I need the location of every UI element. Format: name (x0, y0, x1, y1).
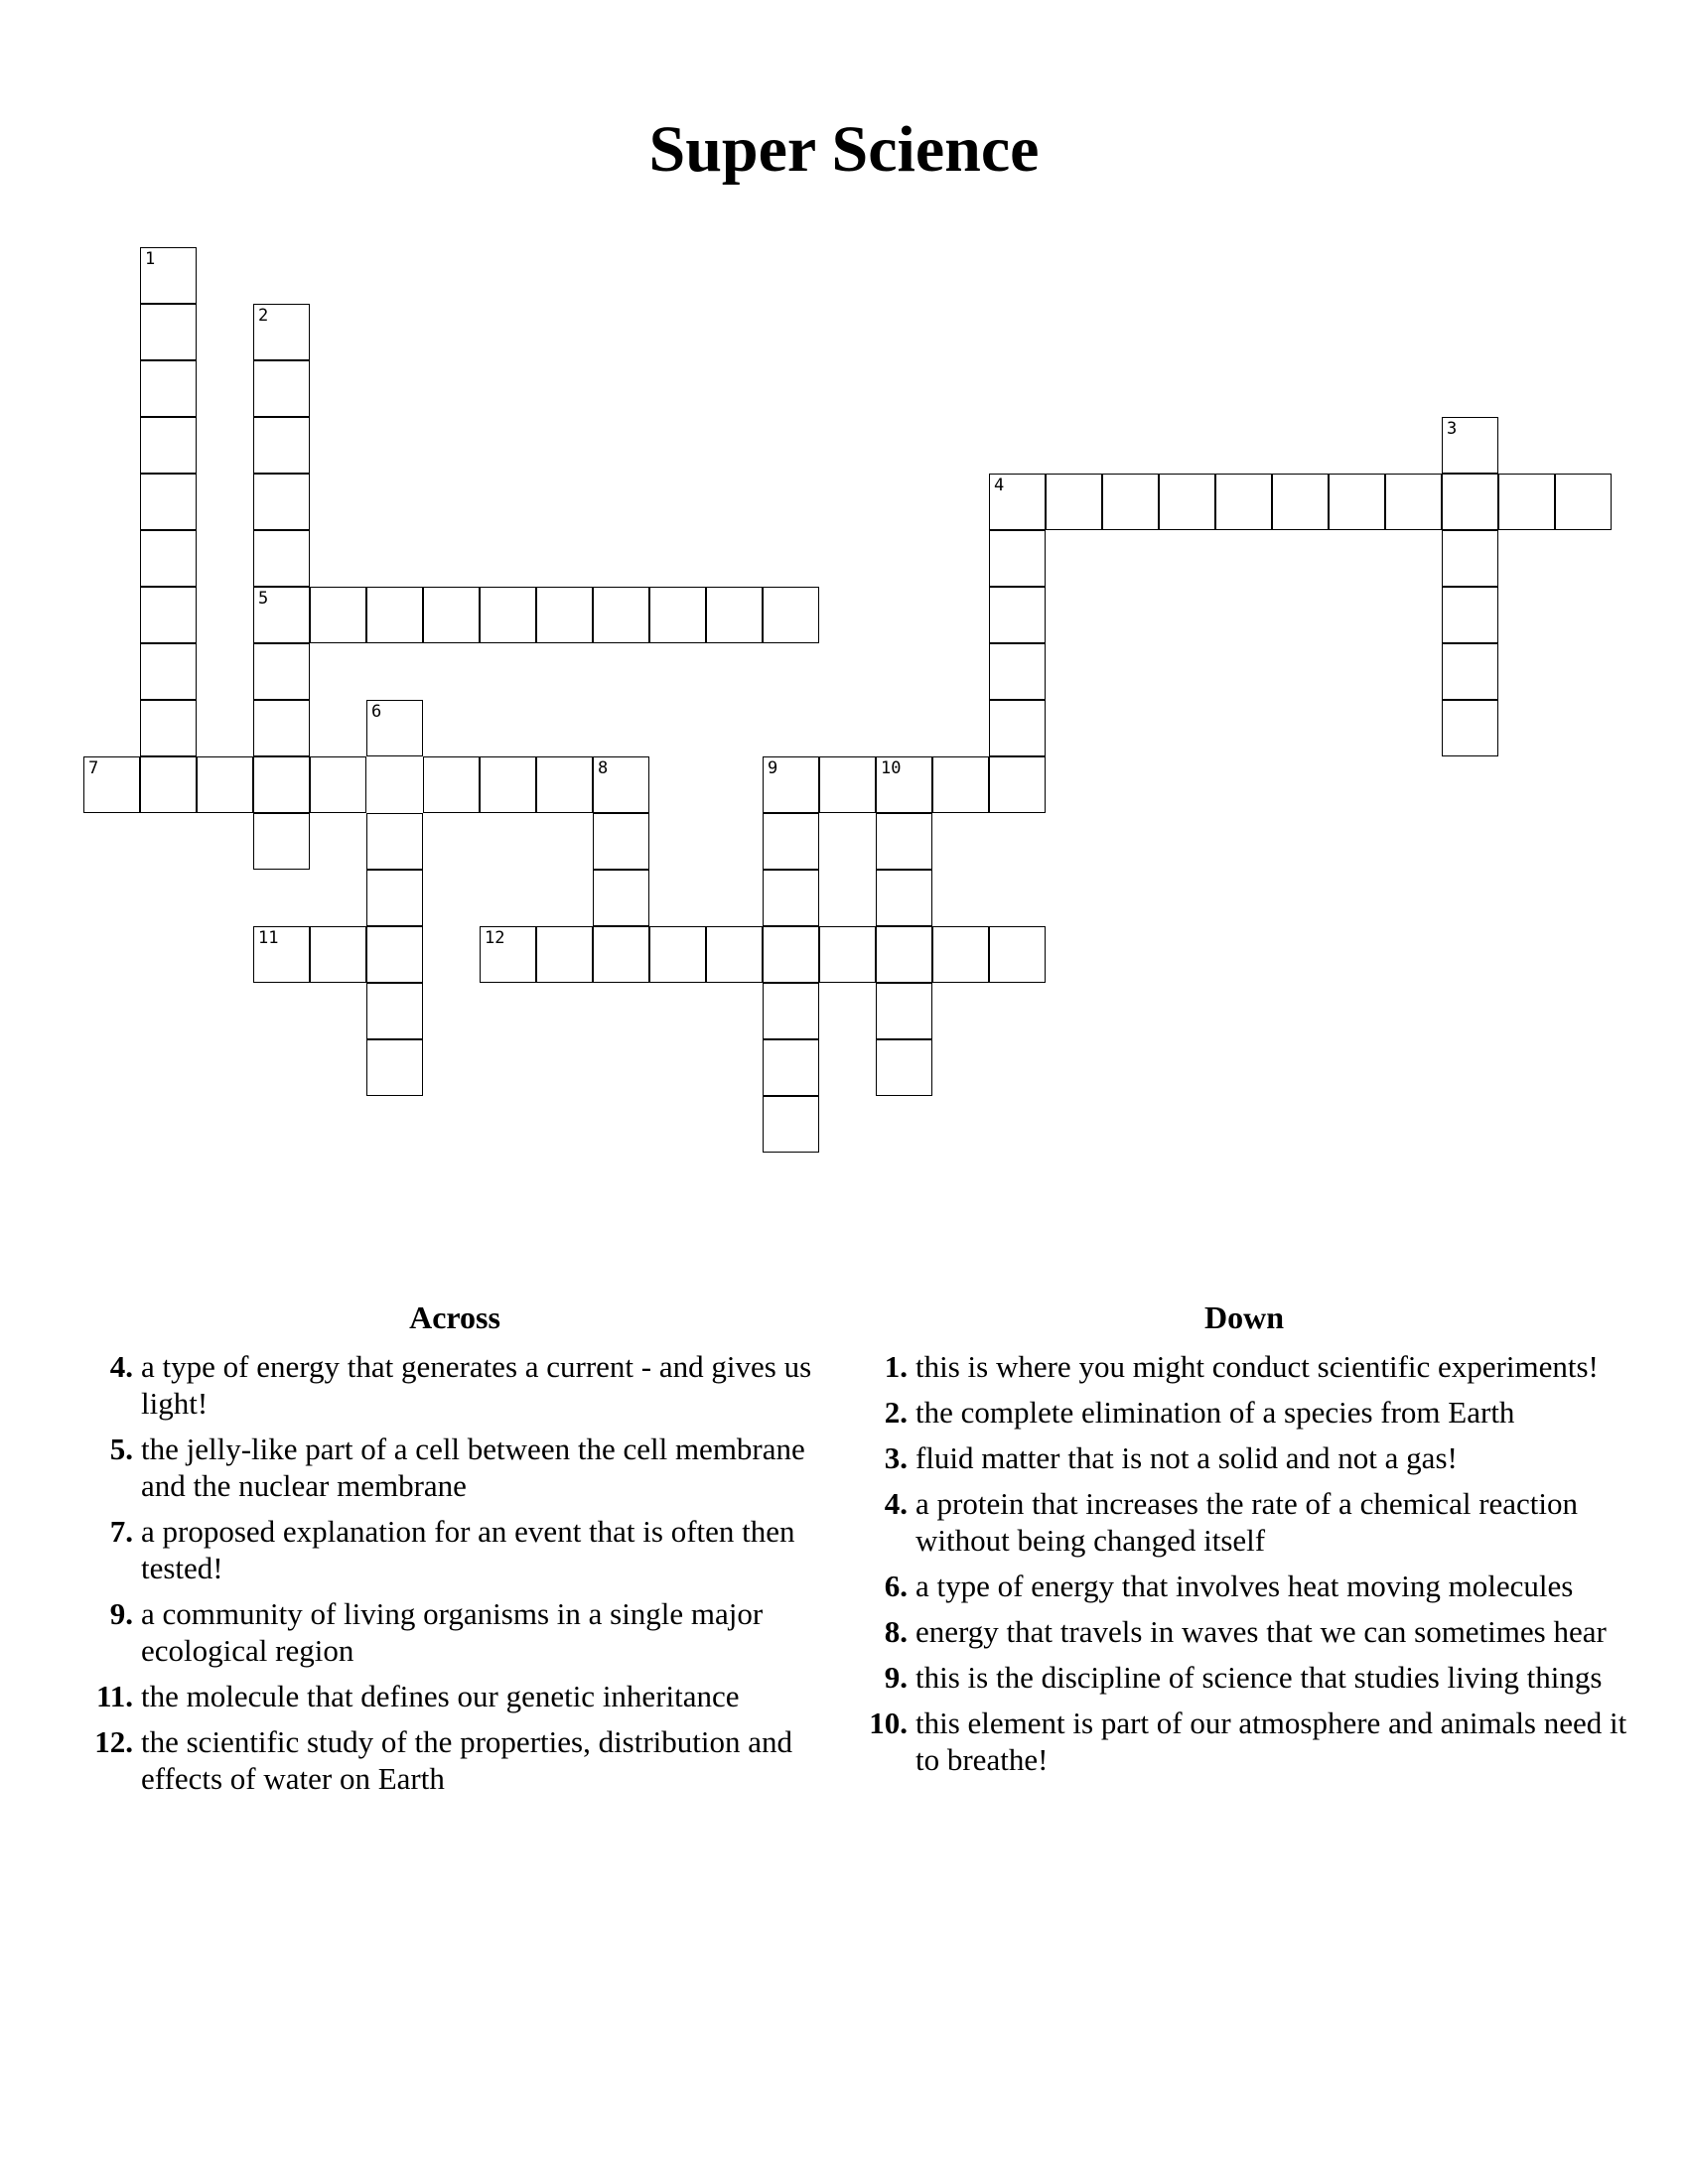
clue-number: 2. (884, 1395, 908, 1431)
clue-text: the jelly-like part of a cell between the cell membrane and the nuclear membrane (141, 1432, 805, 1504)
clue-number: 7. (109, 1514, 133, 1550)
grid-cell[interactable] (1385, 474, 1442, 530)
grid-cell[interactable] (932, 756, 989, 813)
grid-cell[interactable] (1046, 474, 1102, 530)
clue-text: a protein that increases the rate of a chemical reaction without being changed itself (915, 1486, 1579, 1559)
grid-cell[interactable] (140, 587, 197, 643)
across-clue (77, 1595, 832, 1669)
clue-number: 4. (884, 1486, 908, 1522)
grid-cell[interactable] (1442, 474, 1498, 530)
clue-text: a type of energy that involves heat moving molecules (915, 1569, 1574, 1604)
grid-cell[interactable] (989, 756, 1046, 813)
down-clue (852, 1705, 1636, 1778)
down-clue (852, 1613, 1636, 1650)
puzzle-title: Super Science (648, 113, 1040, 186)
grid-cell[interactable] (593, 587, 649, 643)
grid-cell[interactable] (876, 756, 932, 813)
grid-cell[interactable] (253, 587, 310, 643)
grid-cell[interactable] (480, 587, 536, 643)
grid-cell[interactable] (1442, 417, 1498, 474)
grid-cell[interactable] (1159, 474, 1215, 530)
grid-cell[interactable] (763, 1096, 819, 1153)
grid-cell[interactable] (480, 926, 536, 983)
cell-number: 2 (258, 306, 269, 326)
cell-number: 8 (598, 758, 609, 778)
grid-cell[interactable] (876, 870, 932, 926)
grid-cell[interactable] (310, 926, 366, 983)
grid-cell[interactable] (366, 1039, 423, 1096)
grid-cell[interactable] (253, 926, 310, 983)
grid-cell[interactable] (763, 756, 819, 813)
grid-cell[interactable] (763, 587, 819, 643)
grid-cell[interactable] (593, 870, 649, 926)
cell-number: 11 (258, 928, 279, 948)
grid-cell[interactable] (253, 530, 310, 587)
grid-cell[interactable] (253, 360, 310, 417)
grid-cell[interactable] (140, 643, 197, 700)
grid-cell[interactable] (253, 643, 310, 700)
grid-cell[interactable] (536, 587, 593, 643)
grid-cell[interactable] (763, 926, 819, 983)
grid-cell[interactable] (1498, 474, 1555, 530)
clue-number: 4. (109, 1349, 133, 1385)
grid-cell[interactable] (932, 926, 989, 983)
grid-cell[interactable] (1442, 530, 1498, 587)
across-clue (77, 1431, 832, 1504)
grid-cell[interactable] (253, 304, 310, 360)
grid-cell[interactable] (197, 756, 253, 813)
grid-cell[interactable] (366, 926, 423, 983)
clue-text: energy that travels in waves that we can sometimes hear (915, 1614, 1607, 1650)
cell-number: 1 (145, 249, 156, 269)
grid-cell[interactable] (763, 1039, 819, 1096)
grid-cell[interactable] (593, 813, 649, 870)
clue-number: 8. (884, 1614, 908, 1650)
clue-text: fluid matter that is not a solid and not a gas! (915, 1440, 1458, 1476)
grid-cell[interactable] (253, 813, 310, 870)
down-clue (852, 1568, 1636, 1604)
grid-cell[interactable] (253, 700, 310, 756)
grid-cell[interactable] (480, 756, 536, 813)
grid-cell[interactable] (253, 417, 310, 474)
grid-cell[interactable] (310, 756, 366, 813)
clue-text: the molecule that defines our genetic inheritance (141, 1679, 740, 1714)
clue-number: 9. (109, 1596, 133, 1632)
clue-text: this element is part of our atmosphere and animals need it to breathe! (915, 1706, 1627, 1778)
grid-cell[interactable] (763, 813, 819, 870)
cell-number: 12 (485, 928, 505, 948)
grid-cell[interactable] (366, 587, 423, 643)
grid-cell[interactable] (1442, 643, 1498, 700)
grid-cell[interactable] (593, 926, 649, 983)
grid-cell[interactable] (989, 530, 1046, 587)
grid-cell[interactable] (140, 417, 197, 474)
clue-number: 9. (884, 1660, 908, 1696)
grid-cell[interactable] (140, 304, 197, 360)
down-clue (852, 1394, 1636, 1431)
clue-number: 10. (869, 1706, 908, 1741)
grid-cell[interactable] (989, 474, 1046, 530)
grid-cell[interactable] (140, 700, 197, 756)
grid-cell[interactable] (989, 587, 1046, 643)
down-clue (852, 1348, 1636, 1385)
grid-cell[interactable] (876, 983, 932, 1039)
across-clue (77, 1513, 832, 1586)
down-heading: Down (1203, 1299, 1284, 1335)
grid-cell[interactable] (763, 870, 819, 926)
grid-cell[interactable] (366, 700, 423, 756)
grid-cell[interactable] (140, 247, 197, 304)
clue-text: this is the discipline of science that studies living things (915, 1660, 1603, 1696)
grid-cell[interactable] (423, 587, 480, 643)
grid-cell[interactable] (706, 587, 763, 643)
clue-number: 12. (94, 1724, 133, 1760)
clue-text: this is where you might conduct scientific experiments! (915, 1349, 1599, 1385)
clue-number: 6. (884, 1569, 908, 1604)
cell-number: 5 (258, 589, 269, 609)
across-heading: Across (409, 1299, 500, 1335)
grid-cell[interactable] (763, 983, 819, 1039)
clue-number: 5. (109, 1432, 133, 1467)
grid-cell[interactable] (649, 587, 706, 643)
grid-cell[interactable] (1329, 474, 1385, 530)
cell-number: 3 (1447, 419, 1458, 439)
down-clue (852, 1439, 1636, 1476)
grid-cell[interactable] (593, 756, 649, 813)
grid-cell[interactable] (423, 756, 480, 813)
grid-cell[interactable] (366, 983, 423, 1039)
grid-cell[interactable] (140, 756, 197, 813)
grid-cell[interactable] (253, 756, 310, 813)
grid-cell[interactable] (140, 360, 197, 417)
grid-cell[interactable] (1272, 474, 1329, 530)
grid-cell[interactable] (989, 700, 1046, 756)
clue-text: a community of living organisms in a single major ecological region (141, 1596, 764, 1669)
grid-cell[interactable] (649, 926, 706, 983)
grid-cell[interactable] (140, 530, 197, 587)
grid-cell[interactable] (253, 474, 310, 530)
clue-number: 3. (884, 1440, 908, 1476)
down-clues (852, 1298, 1636, 1787)
grid-cell[interactable] (366, 813, 423, 870)
cell-number: 6 (371, 702, 382, 722)
grid-cell[interactable] (876, 926, 932, 983)
cell-number: 7 (88, 758, 99, 778)
clue-text: the complete elimination of a species from Earth (915, 1395, 1515, 1431)
grid-cell[interactable] (1442, 587, 1498, 643)
grid-cell[interactable] (1102, 474, 1159, 530)
grid-cell[interactable] (83, 756, 140, 813)
grid-cell[interactable] (876, 813, 932, 870)
grid-cell[interactable] (1215, 474, 1272, 530)
grid-cell[interactable] (989, 926, 1046, 983)
grid-cell[interactable] (989, 643, 1046, 700)
down-clue (852, 1485, 1636, 1559)
grid-cell[interactable] (140, 474, 197, 530)
cell-number: 9 (768, 758, 778, 778)
grid-cell[interactable] (1442, 700, 1498, 756)
grid-cell[interactable] (310, 587, 366, 643)
down-clue (852, 1659, 1636, 1696)
clue-text: the scientific study of the properties, distribution and effects of water on Earth (141, 1724, 793, 1797)
grid-cell[interactable] (536, 756, 593, 813)
cell-number: 10 (881, 758, 902, 778)
clue-text: a proposed explanation for an event that is often then tested! (141, 1514, 795, 1586)
grid-cell[interactable] (706, 926, 763, 983)
across-clue (77, 1348, 832, 1422)
cell-number: 4 (994, 476, 1005, 495)
across-clue (77, 1723, 832, 1797)
clue-text: a type of energy that generates a current - and gives us light! (141, 1349, 812, 1422)
grid-cell[interactable] (819, 926, 876, 983)
across-clues (77, 1298, 832, 1806)
grid-cell[interactable] (1555, 474, 1612, 530)
grid-cell[interactable] (876, 1039, 932, 1096)
clue-number: 1. (884, 1349, 908, 1385)
clue-number: 11. (95, 1679, 133, 1714)
grid-cell[interactable] (366, 870, 423, 926)
grid-cell[interactable] (819, 756, 876, 813)
grid-cell[interactable] (536, 926, 593, 983)
across-clue (77, 1678, 832, 1714)
